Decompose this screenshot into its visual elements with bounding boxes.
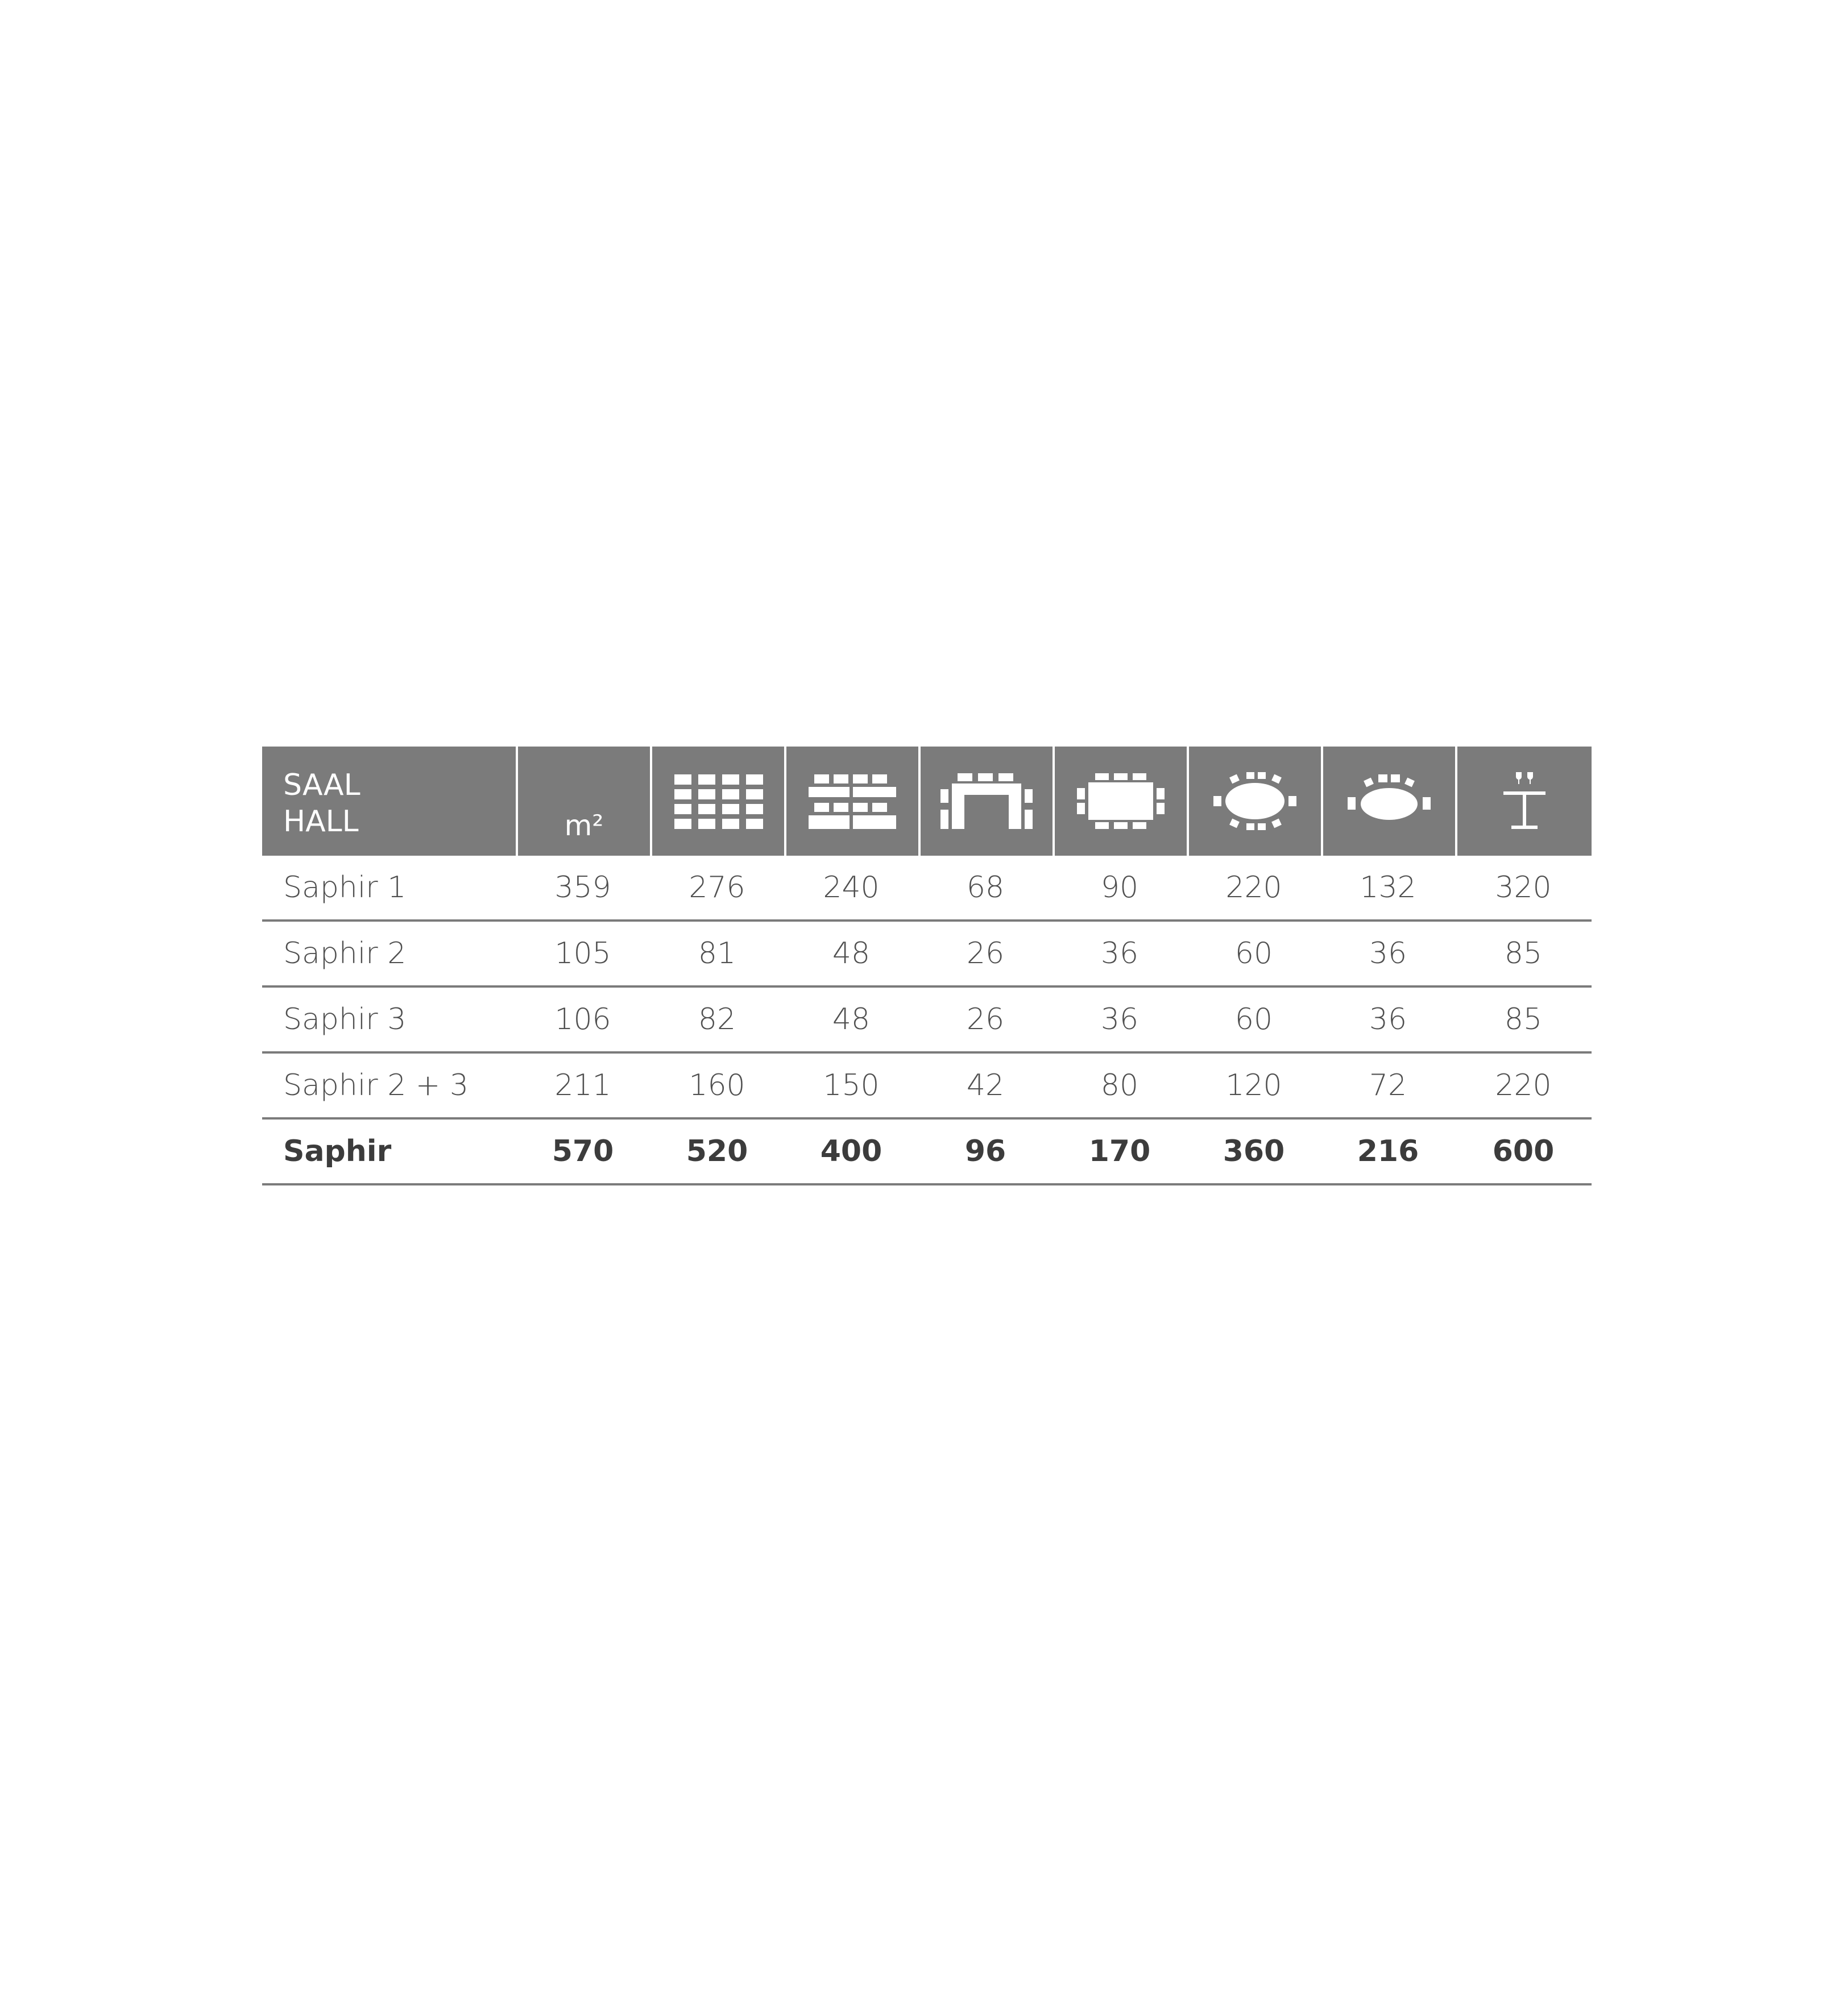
- capacity-cell: 320: [1495, 870, 1552, 905]
- cabaret-seating-icon: [1341, 770, 1437, 832]
- hall-name-cell: Saphir: [283, 1134, 392, 1168]
- capacity-cell: 26: [966, 1002, 1005, 1037]
- capacity-cell: 120: [1225, 1068, 1282, 1102]
- capacity-cell: 60: [1234, 936, 1273, 971]
- capacity-cell: 48: [832, 1002, 871, 1037]
- capacity-cell: 216: [1357, 1134, 1419, 1168]
- hall-name-cell: Saphir 2: [283, 936, 407, 971]
- header-classroom: [784, 747, 918, 856]
- capacity-cell: 90: [1100, 870, 1139, 905]
- capacity-cell: 48: [832, 936, 871, 971]
- capacity-cell: 72: [1369, 1068, 1407, 1102]
- capacity-cell: 36: [1100, 936, 1139, 971]
- capacity-cell: 150: [823, 1068, 880, 1102]
- capacity-table: [262, 747, 1592, 1185]
- banquet-round-seating-icon: [1207, 770, 1303, 832]
- theatre-seating-icon: [670, 770, 766, 832]
- header-area: [516, 747, 650, 856]
- header-reception: [1455, 747, 1592, 856]
- capacity-cell: 96: [964, 1134, 1006, 1168]
- capacity-cell: 42: [966, 1068, 1005, 1102]
- header-cabaret: [1321, 747, 1455, 856]
- header-banquet: [1187, 747, 1321, 856]
- capacity-cell: 81: [698, 936, 736, 971]
- area-cell: 211: [554, 1068, 611, 1102]
- area-cell: 105: [554, 936, 611, 971]
- header-boardroom: [1053, 747, 1187, 856]
- capacity-cell: 85: [1504, 1002, 1543, 1037]
- capacity-cell: 68: [966, 870, 1005, 905]
- capacity-cell: 36: [1100, 1002, 1139, 1037]
- capacity-cell: 82: [698, 1002, 736, 1037]
- area-cell: 570: [552, 1134, 614, 1168]
- area-cell: 359: [554, 870, 611, 905]
- reception-cocktail-icon: [1476, 770, 1573, 832]
- hall-name-cell: Saphir 2 + 3: [283, 1068, 469, 1102]
- header-theatre: [650, 747, 784, 856]
- u-shape-seating-icon: [938, 770, 1035, 832]
- capacity-cell: 160: [689, 1068, 745, 1102]
- header-hall: [262, 747, 516, 856]
- table-row: [262, 1054, 1592, 1120]
- table-header: [262, 747, 1592, 856]
- table-row: [262, 988, 1592, 1054]
- capacity-cell: 520: [686, 1134, 748, 1168]
- table-row: [262, 922, 1592, 988]
- capacity-cell: 240: [823, 870, 880, 905]
- hall-name-cell: Saphir 3: [283, 1002, 407, 1037]
- classroom-seating-icon: [804, 770, 901, 832]
- capacity-cell: 360: [1223, 1134, 1285, 1168]
- capacity-cell: 600: [1492, 1134, 1555, 1168]
- boardroom-seating-icon: [1072, 770, 1169, 832]
- capacity-cell: 85: [1504, 936, 1543, 971]
- area-unit-label: m²: [564, 809, 604, 842]
- capacity-cell: 220: [1495, 1068, 1552, 1102]
- capacity-cell: 400: [820, 1134, 882, 1168]
- hall-label-en: HALL: [283, 805, 359, 839]
- capacity-cell: 170: [1088, 1134, 1151, 1168]
- hall-name-cell: Saphir 1: [283, 870, 407, 905]
- header-u-shape: [918, 747, 1053, 856]
- capacity-cell: 26: [966, 936, 1005, 971]
- table-row: [262, 856, 1592, 922]
- capacity-cell: 132: [1360, 870, 1416, 905]
- hall-label-de: SAAL: [283, 768, 361, 802]
- capacity-cell: 36: [1369, 936, 1407, 971]
- table-row: [262, 1120, 1592, 1185]
- capacity-cell: 220: [1225, 870, 1282, 905]
- table-body: [262, 856, 1592, 1185]
- capacity-cell: 80: [1100, 1068, 1139, 1102]
- capacity-cell: 276: [689, 870, 745, 905]
- capacity-cell: 60: [1234, 1002, 1273, 1037]
- area-cell: 106: [554, 1002, 611, 1037]
- capacity-cell: 36: [1369, 1002, 1407, 1037]
